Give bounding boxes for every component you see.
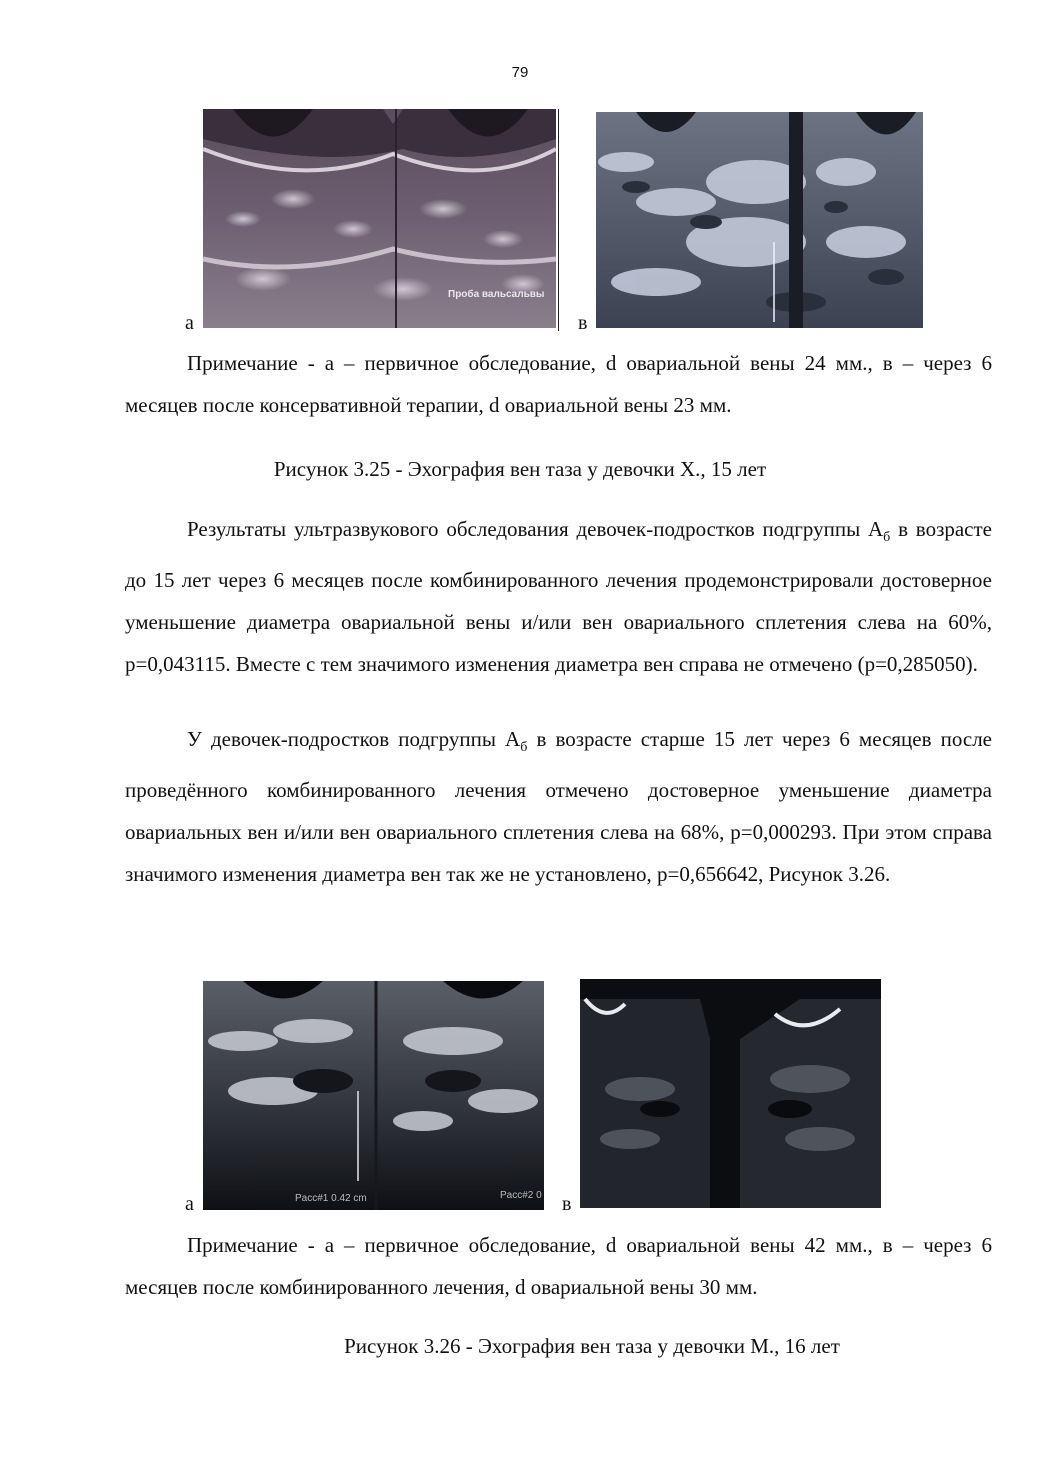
page-number: 79	[511, 64, 529, 81]
figure-3-26-caption: Рисунок 3.26 - Эхография вен таза у девочки М., 16 лет	[344, 1334, 840, 1358]
paragraph-2-text-start: У девочек-подростков подгруппы А	[187, 727, 521, 751]
ultrasound-image-3-25-b	[596, 112, 923, 328]
ultrasound-image-3-26-b	[580, 979, 881, 1208]
measurement-overlay-2: Pacc#2 0	[500, 1190, 542, 1201]
paragraph-2-text-end: в возрасте старше 15 лет через 6 месяцев после проведённого комбинированного лечения отмечено достоверное уменьшение диаметра овариальных вен и/или вен овариального сплетения слева на 68%, p=0,000293. При этом справа значимого изменения диаметра вен так же не установлено, p=0,656642, Рисунок 3.26.	[125, 727, 992, 887]
image-letter-b: в	[562, 1193, 572, 1215]
image-letter-a: а	[185, 312, 194, 334]
figure-divider-line	[558, 109, 559, 331]
paragraph-1	[125, 508, 992, 685]
paragraph-1-text-end: в возрасте до 15 лет через 6 месяцев после комбинированного лечения продемонстрировали достоверное уменьшение диаметра овариальной вены и/или вен овариального сплетения слева на 60%, p=0,043115. Вместе с тем значимого изменения диаметра вен справа не отмечено (p=0,285050).	[125, 517, 992, 677]
paragraph-2	[125, 718, 992, 895]
paragraph-2-subscript: б	[520, 740, 528, 756]
image-letter-a: а	[185, 1193, 194, 1215]
valsalva-overlay-label: Проба вальсальвы	[448, 289, 545, 300]
image-letter-b: в	[578, 312, 588, 334]
ultrasound-image-3-26-a	[203, 981, 544, 1210]
paragraph-1-subscript: б	[883, 530, 891, 546]
figure-3-25-caption: Рисунок 3.25 - Эхография вен таза у девочки Х., 15 лет	[273, 457, 767, 481]
figure-3-25-note: Примечание - а – первичное обследование, d овариальной вены 24 мм., в – через 6 месяцев после консервативной терапии, d овариальной вены 23 мм.	[125, 351, 992, 417]
figure-3-26-note: Примечание - а – первичное обследование, d овариальной вены 42 мм., в – через 6 месяцев после комбинированного лечения, d овариальной вены 30 мм.	[125, 1233, 992, 1299]
measurement-overlay-1: Pacc#1 0.42 cm	[295, 1193, 367, 1204]
paragraph-1-text-start: Результаты ультразвукового обследования девочек-подростков подгруппы А	[187, 517, 884, 541]
